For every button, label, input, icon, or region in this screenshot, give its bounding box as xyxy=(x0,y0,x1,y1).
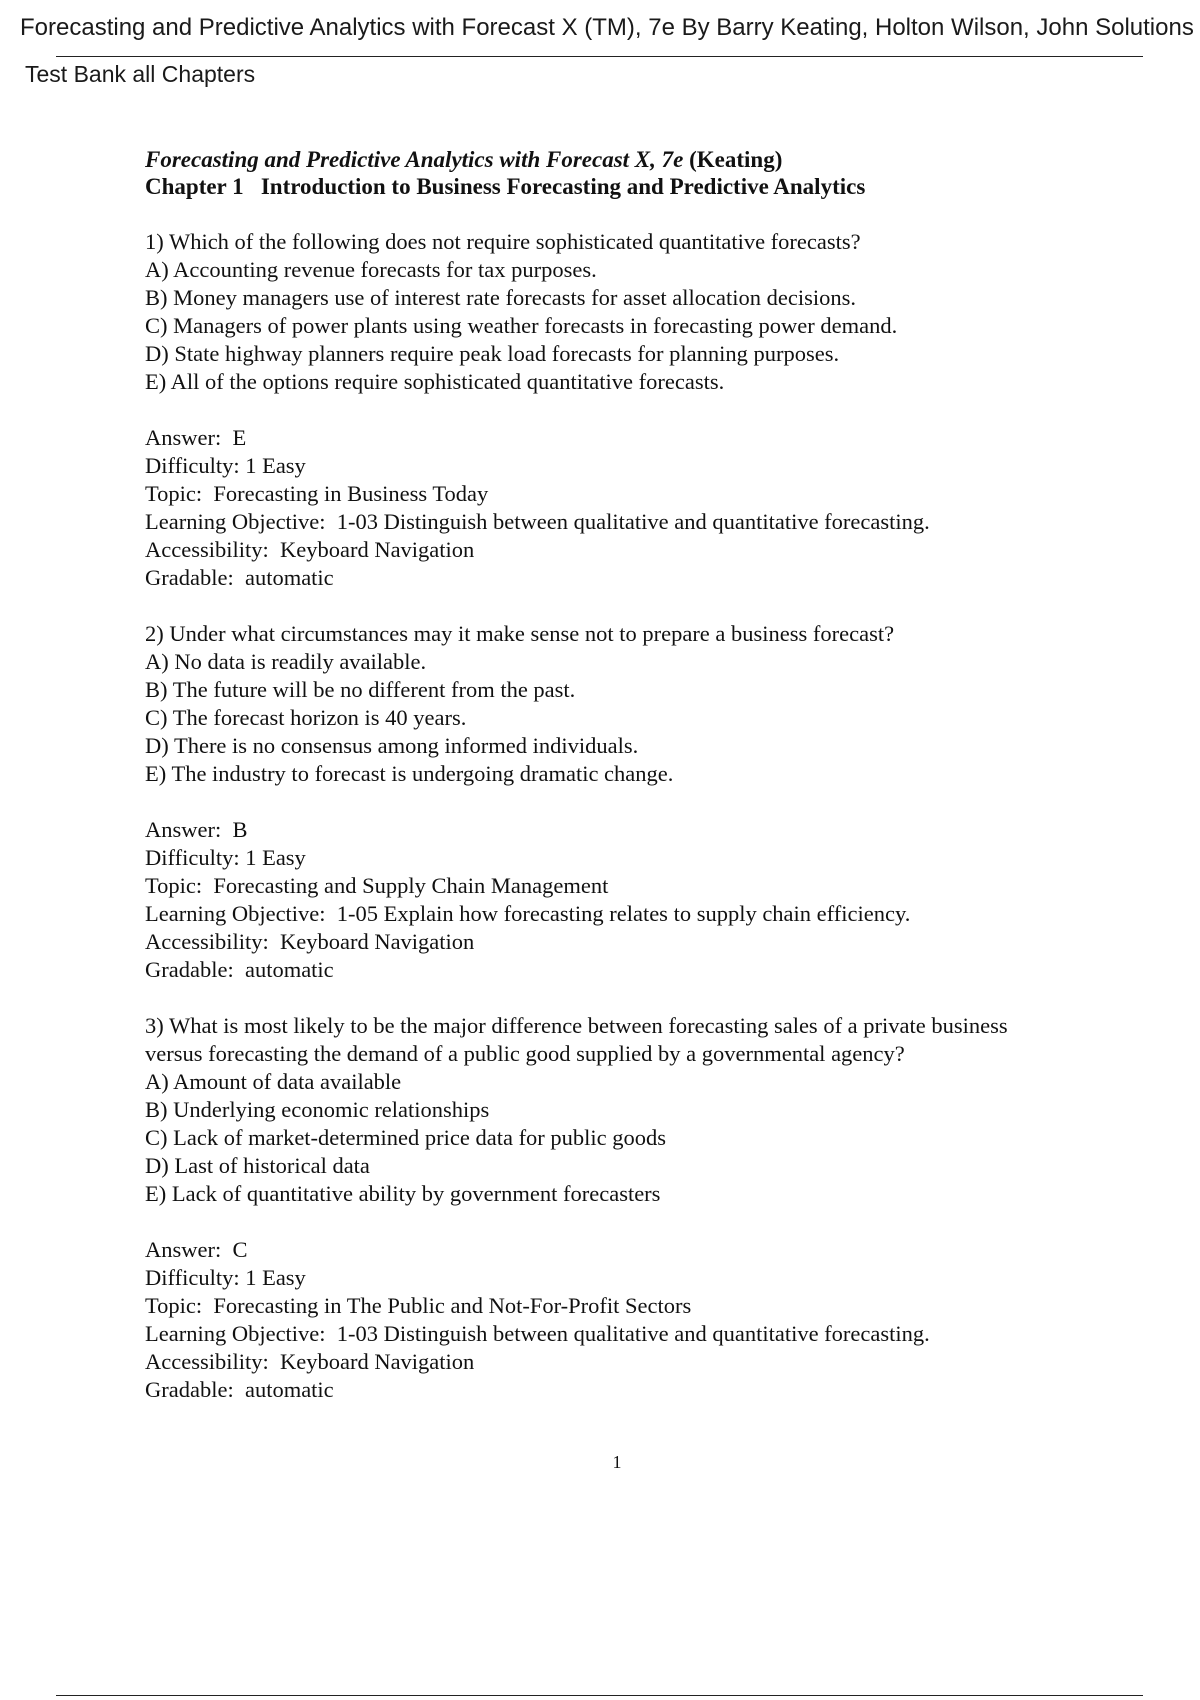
answer-option: A) Accounting revenue forecasts for tax purposes. xyxy=(145,257,597,282)
question-stem-continued: versus forecasting the demand of a public good supplied by a governmental agency? xyxy=(145,1041,905,1066)
answer-option: C) Lack of market-determined price data for public goods xyxy=(145,1125,667,1150)
answer-option: E) All of the options require sophisticated quantitative forecasts. xyxy=(145,369,725,394)
answer-key: Answer: C xyxy=(145,1237,248,1262)
accessibility: Accessibility: Keyboard Navigation xyxy=(145,537,475,562)
answer-option: C) Managers of power plants using weather forecasts in forecasting power demand. xyxy=(145,313,898,338)
answer-option: B) The future will be no different from the past. xyxy=(145,677,576,702)
answer-key: Answer: B xyxy=(145,817,248,842)
document-title-italic: Forecasting and Predictive Analytics with Forecast X, 7e xyxy=(145,147,684,172)
learning-objective: Learning Objective: 1-05 Explain how forecasting relates to supply chain efficiency. xyxy=(145,901,911,926)
difficulty: Difficulty: 1 Easy xyxy=(145,453,306,478)
answer-option: B) Money managers use of interest rate forecasts for asset allocation decisions. xyxy=(145,285,857,310)
answer-option: E) The industry to forecast is undergoing dramatic change. xyxy=(145,761,674,786)
learning-objective: Learning Objective: 1-03 Distinguish between qualitative and quantitative forecasting. xyxy=(145,1321,930,1346)
difficulty: Difficulty: 1 Easy xyxy=(145,845,306,870)
answer-option: C) The forecast horizon is 40 years. xyxy=(145,705,467,730)
accessibility: Accessibility: Keyboard Navigation xyxy=(145,1349,475,1374)
question-3 xyxy=(145,1012,1105,1208)
document-title-author: (Keating) xyxy=(683,147,783,172)
answer-option: E) Lack of quantitative ability by government forecasters xyxy=(145,1181,661,1206)
answer-key: Answer: E xyxy=(145,425,247,450)
header-divider xyxy=(56,56,1143,57)
answer-option: D) State highway planners require peak load forecasts for planning purposes. xyxy=(145,341,840,366)
question-3-metadata xyxy=(145,1236,1105,1404)
question-2 xyxy=(145,620,1105,788)
topic: Topic: Forecasting and Supply Chain Management xyxy=(145,873,609,898)
gradable: Gradable: automatic xyxy=(145,565,334,590)
document-title xyxy=(145,146,1105,173)
answer-option: A) No data is readily available. xyxy=(145,649,427,674)
page-header-subtitle: Test Bank all Chapters xyxy=(25,61,256,87)
question-stem: 2) Under what circumstances may it make sense not to prepare a business forecast? xyxy=(145,621,895,646)
question-stem: 3) What is most likely to be the major difference between forecasting sales of a private business xyxy=(145,1013,1008,1038)
page-number: 1 xyxy=(612,1452,622,1472)
question-stem: 1) Which of the following does not require sophisticated quantitative forecasts? xyxy=(145,229,861,254)
accessibility: Accessibility: Keyboard Navigation xyxy=(145,929,475,954)
chapter-heading: Chapter 1 Introduction to Business Forecasting and Predictive Analytics xyxy=(145,174,866,199)
topic: Topic: Forecasting in The Public and Not-For-Profit Sectors xyxy=(145,1293,692,1318)
gradable: Gradable: automatic xyxy=(145,957,334,982)
page-header-title: Forecasting and Predictive Analytics with Forecast X (TM), 7e By Barry Keating, Holton Wilson, John Solutions xyxy=(20,14,1194,41)
answer-option: B) Underlying economic relationships xyxy=(145,1097,490,1122)
gradable: Gradable: automatic xyxy=(145,1377,334,1402)
question-2-metadata xyxy=(145,816,1105,984)
answer-option: A) Amount of data available xyxy=(145,1069,402,1094)
learning-objective: Learning Objective: 1-03 Distinguish between qualitative and quantitative forecasting. xyxy=(145,509,930,534)
topic: Topic: Forecasting in Business Today xyxy=(145,481,489,506)
answer-option: D) Last of historical data xyxy=(145,1153,370,1178)
document-body xyxy=(145,146,1105,1404)
difficulty: Difficulty: 1 Easy xyxy=(145,1265,306,1290)
answer-option: D) There is no consensus among informed individuals. xyxy=(145,733,639,758)
question-1 xyxy=(145,228,1105,396)
question-1-metadata xyxy=(145,424,1105,592)
footer-divider xyxy=(56,1695,1143,1696)
